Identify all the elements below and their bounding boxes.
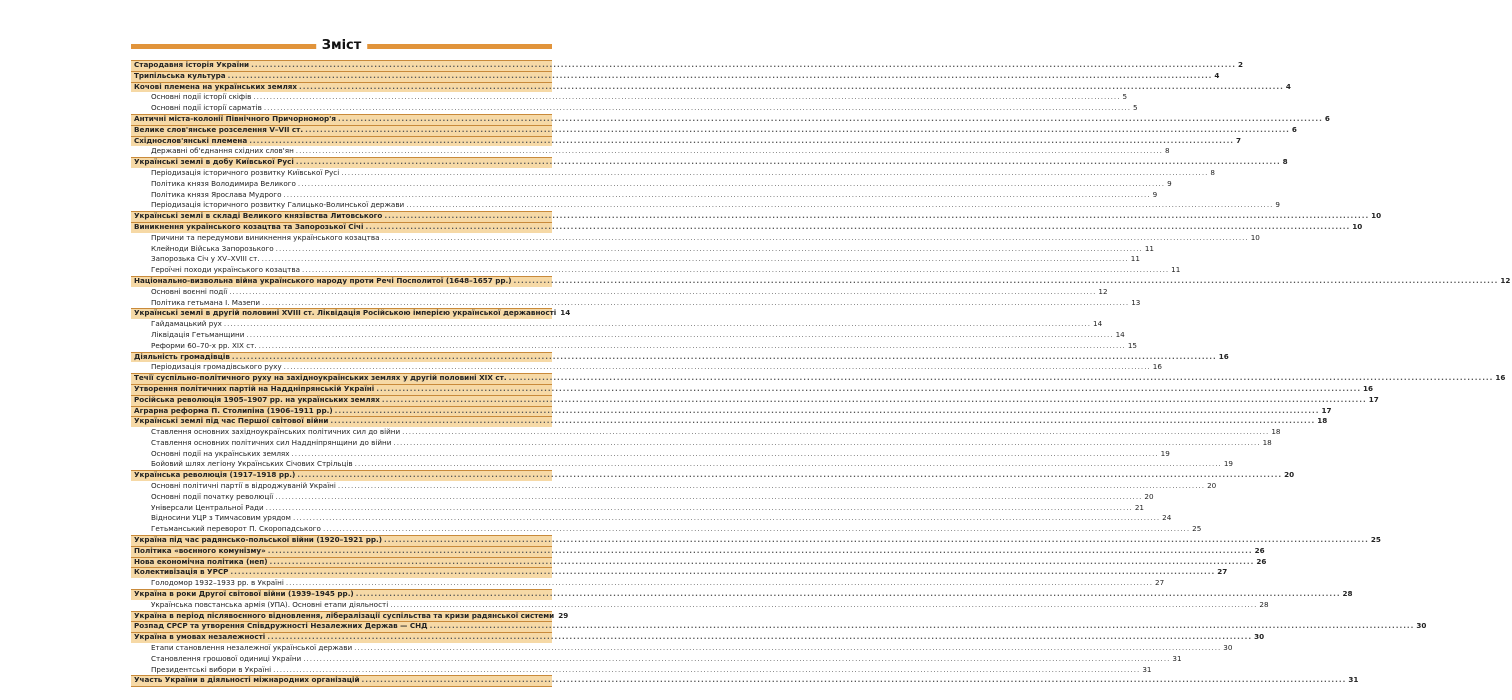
dot-leader xyxy=(269,557,1254,568)
dot-leader xyxy=(253,92,1120,103)
entry-title: Політика князя Ярослава Мудрого xyxy=(151,189,282,199)
dot-leader xyxy=(338,481,1205,492)
dot-leader xyxy=(286,578,1153,589)
entry-page-number: 6 xyxy=(1324,113,1330,123)
entry-page-number: 16 xyxy=(1363,383,1374,393)
toc-section-entry[interactable] xyxy=(131,60,1243,71)
dot-leader xyxy=(341,168,1208,179)
entry-page-number: 20 xyxy=(1284,470,1295,480)
entry-page-number: 10 xyxy=(1250,232,1260,242)
entry-title: Українські землі під час Першої світової війни xyxy=(134,416,329,426)
entry-title: Ліквідація Гетьманщини xyxy=(151,329,245,339)
entry-page-number: 7 xyxy=(1236,135,1242,145)
dot-leader xyxy=(299,82,1284,93)
toc-section-entry[interactable] xyxy=(131,135,1242,147)
dot-leader xyxy=(284,362,1151,373)
entry-page-number: 21 xyxy=(1134,502,1144,512)
entry-title: Періодизація історичного розвитку Київської Русі xyxy=(151,167,340,177)
bottom-rule xyxy=(131,686,552,687)
entry-title: Запорозька Січ у XV–XVIII ст. xyxy=(151,254,260,264)
toc-section-entry[interactable] xyxy=(131,383,1374,395)
entry-title: Основні події історії сарматів xyxy=(151,103,262,113)
table-of-contents xyxy=(131,36,1511,687)
entry-page-number: 4 xyxy=(1214,70,1220,80)
dot-leader xyxy=(382,395,1367,406)
entry-page-number: 16 xyxy=(1152,362,1162,372)
dot-leader xyxy=(230,567,1215,578)
toc-section-entry[interactable] xyxy=(131,589,1353,600)
entry-page-number: 9 xyxy=(1167,178,1172,188)
entry-title: Велике слов'янське розселення V–VII ст. xyxy=(134,124,304,134)
dot-leader xyxy=(266,503,1133,514)
toc-section-entry[interactable] xyxy=(131,535,1381,546)
toc-section-entry[interactable] xyxy=(131,556,1267,568)
toc-subsection-entry[interactable] xyxy=(131,653,1182,665)
entry-page-number: 26 xyxy=(1256,556,1267,566)
entry-page-number: 5 xyxy=(1122,92,1128,102)
toc-subsection-entry[interactable] xyxy=(131,189,1158,201)
entry-title: Діяльність громадівців xyxy=(134,351,230,361)
entry-page-number: 20 xyxy=(1207,481,1217,491)
entry-title: Українська повстанська армія (УПА). Основні етапи діяльності xyxy=(151,599,389,609)
toc-subsection-entry[interactable] xyxy=(131,502,1144,514)
toc-section-entry[interactable] xyxy=(131,470,1295,481)
toc-subsection-entry[interactable] xyxy=(131,340,1137,352)
entry-title: Колективізація в УРСР xyxy=(134,567,229,577)
entry-title: Політика «воєнного комунізму» xyxy=(134,545,266,555)
entry-page-number: 24 xyxy=(1162,513,1172,523)
dot-leader xyxy=(275,492,1142,503)
dot-leader xyxy=(338,114,1323,125)
entry-page-number: 14 xyxy=(560,308,571,318)
entry-title: Українська революція (1917–1918 рр.) xyxy=(134,470,296,480)
entry-title: Основні події початку революції xyxy=(151,491,274,501)
toc-subsection-entry[interactable] xyxy=(131,513,1172,524)
toc-subsection-entry[interactable] xyxy=(131,103,1138,114)
entry-title: Основні події на українських землях xyxy=(151,448,290,458)
entry-page-number: 8 xyxy=(1282,157,1288,167)
dot-leader xyxy=(232,352,1217,363)
toc-section-entry[interactable] xyxy=(131,221,1363,233)
entry-page-number: 25 xyxy=(1370,535,1381,545)
toc-section-entry[interactable] xyxy=(131,275,1511,287)
dot-leader xyxy=(297,470,1282,481)
toc-section-entry[interactable] xyxy=(131,351,1229,363)
dot-leader xyxy=(296,146,1163,157)
dot-leader xyxy=(323,524,1190,535)
entry-page-number: 28 xyxy=(1259,599,1269,609)
dot-leader xyxy=(302,265,1169,276)
dot-leader xyxy=(276,244,1143,255)
entry-page-number: 11 xyxy=(1144,243,1154,253)
dot-leader xyxy=(293,513,1160,524)
toc-subsection-entry[interactable] xyxy=(131,459,1233,470)
toc-subsection-entry[interactable] xyxy=(131,362,1162,373)
entry-title: Ставлення основних західноукраїнських політичних сил до війни xyxy=(151,427,401,437)
entry-page-number: 5 xyxy=(1132,103,1138,113)
toc-subsection-entry[interactable] xyxy=(131,643,1233,654)
entry-page-number: 15 xyxy=(1127,340,1137,350)
entry-title: Розпад СРСР та утворення Співдружності Незалежних Держав — СНД xyxy=(134,621,428,631)
entry-title: Російська революція 1905–1907 рр. на українських землях xyxy=(134,394,380,404)
entry-title: Відносини УЦР з Тимчасовим урядом xyxy=(151,513,291,523)
entry-title: Періодизація громадівського руху xyxy=(151,362,282,372)
toc-subsection-entry[interactable] xyxy=(131,146,1170,157)
entry-title: Універсали Центральної Ради xyxy=(151,502,264,512)
entry-title: Національно-визвольна війна українського народу проти Речі Посполитої (1648–1657 рр.) xyxy=(134,275,512,285)
toc-subsection-entry[interactable] xyxy=(131,232,1260,244)
entry-title: Утворення політичних партій на Наддніпрянській Україні xyxy=(134,383,375,393)
entry-page-number: 8 xyxy=(1164,146,1170,156)
dot-leader xyxy=(365,222,1350,233)
entry-title: Голодомор 1932–1933 рр. в Україні xyxy=(151,578,284,588)
toc-section-entry[interactable] xyxy=(131,308,571,319)
entry-title: Виникнення українського козацтва та Запорозької Січі xyxy=(134,221,364,231)
dot-leader xyxy=(514,276,1499,287)
toc-section-entry[interactable] xyxy=(131,632,1265,643)
entry-title: Президентські вибори в Україні xyxy=(151,664,272,674)
toc-subsection-entry[interactable] xyxy=(131,524,1202,535)
entry-title: Гайдамацький рух xyxy=(151,319,222,329)
toc-subsection-entry[interactable] xyxy=(131,578,1165,589)
entry-page-number: 19 xyxy=(1223,459,1233,469)
entry-title: Політика князя Володимира Великого xyxy=(151,178,296,188)
toc-section-entry[interactable] xyxy=(131,567,1228,578)
toc-subsection-entry[interactable] xyxy=(131,448,1170,460)
entry-title: Політика гетьмана І. Мазепи xyxy=(151,297,261,307)
entry-page-number: 20 xyxy=(1144,491,1154,501)
dot-leader xyxy=(406,200,1273,211)
entry-page-number: 13 xyxy=(1131,297,1141,307)
toc-subsection-entry[interactable] xyxy=(131,265,1181,276)
entry-title: Героїчні походи українського козацтва xyxy=(151,265,300,275)
entry-page-number: 30 xyxy=(1254,632,1265,642)
toc-subsection-entry[interactable] xyxy=(131,599,1269,611)
entry-title: Кочові племена на українських землях xyxy=(134,81,297,91)
entry-page-number: 31 xyxy=(1142,664,1152,674)
dot-leader xyxy=(509,373,1494,384)
entry-title: Нова економічна політика (неп) xyxy=(134,556,268,566)
entry-page-number: 9 xyxy=(1152,189,1158,199)
toc-section-entry[interactable] xyxy=(131,405,1332,417)
entry-page-number: 30 xyxy=(1223,643,1233,653)
entry-page-number: 6 xyxy=(1291,124,1297,134)
entry-title: Основні події історії скіфів xyxy=(151,92,252,102)
toc-section-entry[interactable] xyxy=(131,675,1359,686)
entry-page-number: 28 xyxy=(1342,589,1353,599)
entry-title: Основні політичні партії в відроджуваній Україні xyxy=(151,481,336,491)
entry-page-number: 25 xyxy=(1192,524,1202,534)
dot-leader xyxy=(228,71,1213,82)
entry-page-number: 18 xyxy=(1317,416,1328,426)
entry-page-number: 11 xyxy=(1130,254,1140,264)
dot-leader xyxy=(296,157,1281,168)
toc-subsection-entry[interactable] xyxy=(131,664,1152,676)
entry-page-number: 11 xyxy=(1171,265,1181,275)
page-title: Зміст xyxy=(316,36,368,56)
entry-title: Українські землі в другій половині XVIII ст. Ліквідація Російською імперією української державності xyxy=(134,308,557,318)
toc-section-entry[interactable] xyxy=(131,157,1288,168)
entry-page-number: 16 xyxy=(1218,351,1229,361)
toc-subsection-entry[interactable] xyxy=(131,200,1280,211)
entry-title: Україна в умовах незалежності xyxy=(134,632,266,642)
toc-section-entry[interactable] xyxy=(131,70,1220,82)
toc-subsection-entry[interactable] xyxy=(131,427,1281,438)
toc-subsection-entry[interactable] xyxy=(131,178,1172,190)
dot-leader xyxy=(249,136,1234,147)
dot-leader xyxy=(356,589,1341,600)
entry-title: Античні міста-колонії Північного Причорномор'я xyxy=(134,113,336,123)
toc-section-entry[interactable] xyxy=(131,81,1291,93)
entry-title: Причини та передумови виникнення українського козацтва xyxy=(151,232,380,242)
dot-leader xyxy=(384,535,1369,546)
dot-leader xyxy=(382,233,1249,244)
entry-page-number: 18 xyxy=(1262,437,1272,447)
dot-leader xyxy=(259,341,1126,352)
entry-title: Гетьманський переворот П. Скоропадського xyxy=(151,524,321,534)
entry-page-number: 12 xyxy=(1500,275,1511,285)
toc-section-entry[interactable] xyxy=(131,621,1427,632)
dot-leader xyxy=(264,103,1131,114)
entry-page-number: 14 xyxy=(1093,319,1103,329)
entry-page-number: 17 xyxy=(1321,405,1332,415)
dot-leader xyxy=(390,600,1257,611)
toc-subsection-entry[interactable] xyxy=(131,254,1140,265)
dot-leader xyxy=(305,125,1290,136)
entry-title: Участь України в діяльності міжнародних організацій xyxy=(134,675,360,685)
entry-page-number: 18 xyxy=(1271,427,1281,437)
dot-leader xyxy=(402,427,1269,438)
entry-title: Україна під час радянсько-польської війни (1920–1921 рр.) xyxy=(134,535,383,545)
toc-section-entry[interactable] xyxy=(131,394,1379,406)
entry-page-number: 31 xyxy=(1348,675,1359,685)
entry-title: Етапи становлення незалежної української держави xyxy=(151,643,353,653)
entry-page-number: 29 xyxy=(558,610,569,620)
dot-leader xyxy=(251,60,1236,71)
toc-section-entry[interactable] xyxy=(131,113,1330,125)
dot-leader xyxy=(430,621,1415,632)
dot-leader xyxy=(262,298,1129,309)
dot-leader xyxy=(229,287,1096,298)
toc-subsection-entry[interactable] xyxy=(131,243,1154,255)
toc-section-entry[interactable] xyxy=(131,124,1297,136)
toc-entries xyxy=(131,60,1511,686)
dot-leader xyxy=(384,211,1369,222)
entry-page-number: 10 xyxy=(1352,221,1363,231)
entry-title: Україна в роки Другої світової війни (1939–1945 рр.) xyxy=(134,589,354,599)
dot-leader xyxy=(335,406,1320,417)
entry-title: Реформи 60–70-х рр. XIX ст. xyxy=(151,340,257,350)
entry-title: Періодизація історичного розвитку Галицько-Волинської держави xyxy=(151,200,405,210)
dot-leader xyxy=(393,438,1260,449)
entry-page-number: 8 xyxy=(1210,167,1215,177)
entry-page-number: 27 xyxy=(1217,567,1228,577)
entry-title: Бойовий шлях легіону Українських Січових Стрільців xyxy=(151,459,353,469)
toc-section-entry[interactable] xyxy=(131,416,1328,427)
toc-subsection-entry[interactable] xyxy=(131,491,1154,503)
dot-leader xyxy=(303,654,1170,665)
dot-leader xyxy=(362,675,1347,686)
entry-page-number: 16 xyxy=(1495,373,1506,383)
entry-title: Клейноди Війська Запорозького xyxy=(151,243,274,253)
entry-title: Україна в період післявоєнного відновлення, лібералізації суспільства та кризи радянської системи xyxy=(134,610,555,620)
dot-leader xyxy=(354,643,1221,654)
entry-page-number: 26 xyxy=(1254,545,1265,555)
entry-page-number: 30 xyxy=(1416,621,1427,631)
toc-subsection-entry[interactable] xyxy=(131,167,1215,179)
dot-leader xyxy=(292,449,1159,460)
entry-title: Українські землі в добу Київської Русі xyxy=(134,157,294,167)
entry-page-number: 12 xyxy=(1098,286,1108,296)
dot-leader xyxy=(268,546,1253,557)
toc-section-entry[interactable] xyxy=(131,545,1265,557)
entry-page-number: 14 xyxy=(1115,329,1125,339)
entry-page-number: 2 xyxy=(1237,60,1243,69)
dot-leader xyxy=(224,319,1091,330)
toc-section-entry[interactable] xyxy=(131,373,1506,384)
toc-subsection-entry[interactable] xyxy=(131,481,1217,492)
entry-page-number: 31 xyxy=(1172,653,1182,663)
entry-page-number: 27 xyxy=(1155,578,1165,588)
dot-leader xyxy=(298,179,1165,190)
dot-leader xyxy=(283,190,1150,201)
dot-leader xyxy=(262,254,1129,265)
entry-title: Течії суспільно-політичного руху на західноукраїнських землях у другій половині XIX ст. xyxy=(134,373,507,383)
toc-subsection-entry[interactable] xyxy=(131,92,1128,103)
toc-header xyxy=(131,36,552,56)
entry-page-number: 9 xyxy=(1275,200,1280,210)
dot-leader xyxy=(267,632,1252,643)
dot-leader xyxy=(376,384,1361,395)
entry-title: Східнослов'янські племена xyxy=(134,135,248,145)
dot-leader xyxy=(355,459,1222,470)
toc-subsection-entry[interactable] xyxy=(131,286,1108,298)
entry-title: Державні об'єднання східних слов'ян xyxy=(151,146,294,156)
entry-title: Становлення грошової одиниці України xyxy=(151,653,302,663)
toc-section-entry[interactable] xyxy=(131,211,1382,222)
entry-page-number: 19 xyxy=(1160,448,1170,458)
dot-leader xyxy=(330,416,1315,427)
entry-title: Українські землі в складі Великого князівства Литовського xyxy=(134,211,383,221)
entry-page-number: 10 xyxy=(1371,211,1382,221)
entry-title: Ставлення основних політичних сил Наддніпрянщини до війни xyxy=(151,437,392,447)
toc-subsection-entry[interactable] xyxy=(131,437,1272,449)
entry-page-number: 4 xyxy=(1285,81,1291,91)
dot-leader xyxy=(273,665,1140,676)
toc-subsection-entry[interactable] xyxy=(131,297,1141,309)
entry-page-number: 17 xyxy=(1368,394,1379,404)
entry-title: Основні воєнні події xyxy=(151,286,228,296)
toc-section-entry[interactable] xyxy=(131,610,569,622)
toc-subsection-entry[interactable] xyxy=(131,319,1103,330)
toc-subsection-entry[interactable] xyxy=(131,329,1125,341)
dot-leader xyxy=(246,330,1113,341)
entry-title: Стародавня історія України xyxy=(134,60,250,69)
entry-title: Аграрна реформа П. Столипіна (1906–1911 рр.) xyxy=(134,405,333,415)
entry-title: Трипільська культура xyxy=(134,70,226,80)
